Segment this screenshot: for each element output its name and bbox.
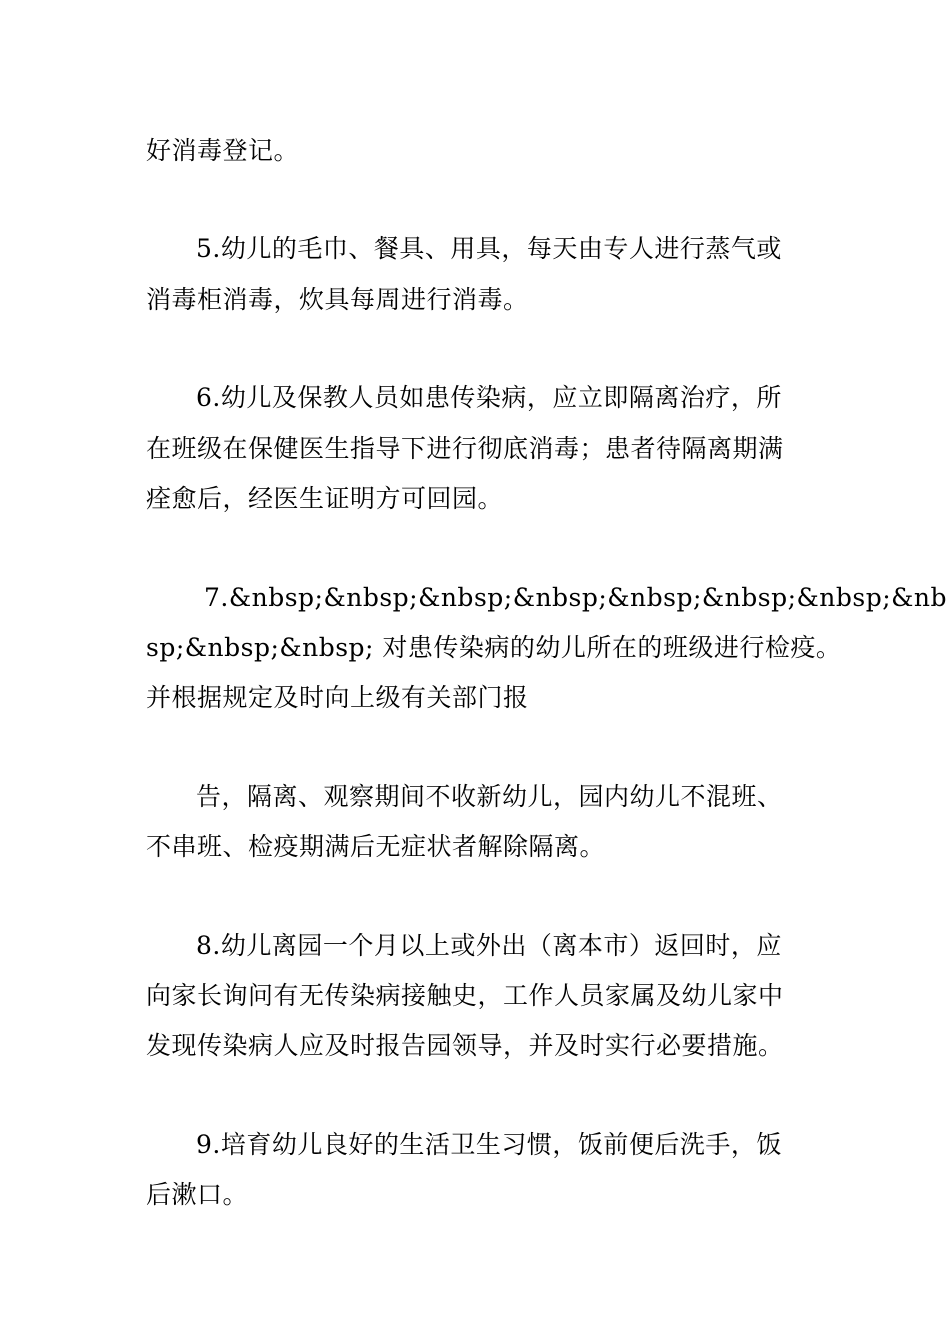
text-line: 7.&nbsp;&nbsp;&nbsp;&nbsp;&nbsp;&nbsp;&nbsp;&nb (204, 583, 948, 612)
text-line: 消毒柜消毒，炊具每周进行消毒。 (146, 285, 529, 314)
text-line: 好消毒登记。 (146, 136, 300, 165)
text-line: 发现传染病人应及时报告园领导，并及时实行必要措施。 (146, 1031, 784, 1060)
text-line: 并根据规定及时向上级有关部门报 (146, 683, 529, 712)
text-line: 不串班、检疫期满后无症状者解除隔离。 (146, 832, 606, 861)
text-line: 5.幼儿的毛巾、餐具、用具，每天由专人进行蒸气或 (196, 234, 782, 263)
text-line: 后漱口。 (146, 1180, 249, 1209)
text-line: 6.幼儿及保教人员如患传染病，应立即隔离治疗，所 (196, 383, 782, 412)
text-line: 在班级在保健医生指导下进行彻底消毒；患者待隔离期满 (146, 434, 784, 463)
text-line: 9.培育幼儿良好的生活卫生习惯，饭前便后洗手，饭 (196, 1130, 782, 1159)
text-line: 痊愈后，经医生证明方可回园。 (146, 484, 504, 513)
text-line: 向家长询问有无传染病接触史，工作人员家属及幼儿家中 (146, 981, 784, 1010)
text-line: sp;&nbsp;&nbsp; 对患传染病的幼儿所在的班级进行检疫。 (146, 633, 842, 662)
text-line: 8.幼儿离园一个月以上或外出（离本市）返回时，应 (196, 931, 782, 960)
text-line: 告，隔离、观察期间不收新幼儿，园内幼儿不混班、 (196, 782, 783, 811)
